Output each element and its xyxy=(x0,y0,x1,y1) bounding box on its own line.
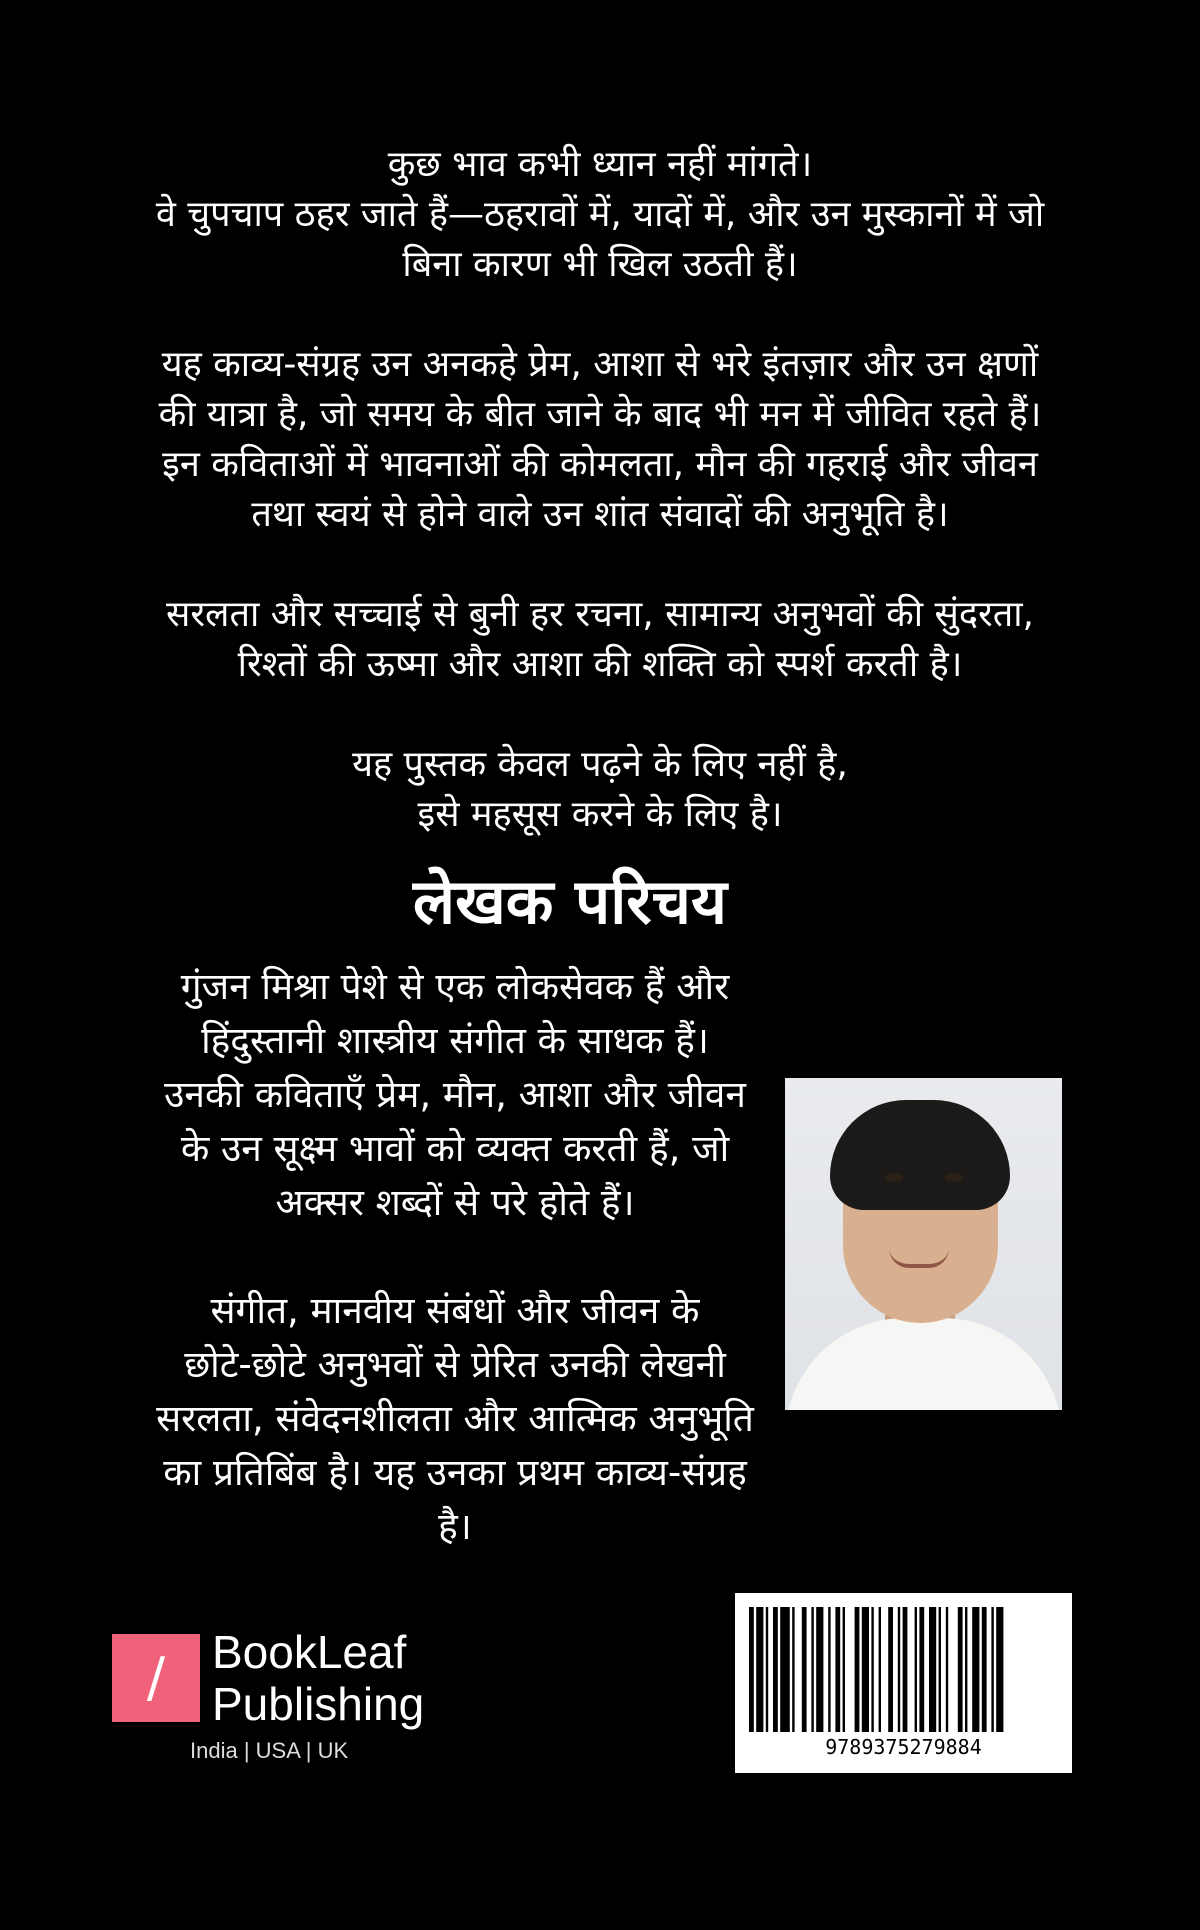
barcode-bar xyxy=(939,1607,941,1732)
back-cover-blurb xyxy=(100,140,1100,890)
bio-line: है। xyxy=(438,1505,472,1548)
blurb-line: यह पुस्तक केवल पढ़ने के लिए नहीं है, xyxy=(352,744,848,785)
barcode-bar xyxy=(929,1607,936,1732)
barcode-bar xyxy=(972,1607,979,1732)
isbn-number: 9789375279884 xyxy=(825,1735,982,1759)
barcode-bar xyxy=(903,1607,908,1732)
barcode-bar xyxy=(996,1607,1003,1732)
barcode-bar xyxy=(828,1607,830,1732)
barcode-bar xyxy=(773,1607,778,1732)
barcode-bar xyxy=(965,1607,967,1732)
blurb-line: की यात्रा है, जो समय के बीत जाने के बाद भी मन में जीवित रहते हैं। xyxy=(158,394,1042,435)
blurb-line: तथा स्वयं से होने वाले उन शांत संवादों की अनुभूति है। xyxy=(251,494,949,535)
author-bio xyxy=(110,960,800,1608)
photo-shirt xyxy=(785,1318,1062,1410)
publisher-name-line: Publishing xyxy=(212,1678,425,1730)
barcode-bar xyxy=(756,1607,763,1732)
barcode-bar xyxy=(855,1607,860,1732)
logo-slash: / xyxy=(146,1646,166,1709)
blurb-line: बिना कारण भी खिल उठती हैं। xyxy=(402,244,798,285)
barcode-bar xyxy=(888,1607,893,1732)
barcode-bar xyxy=(802,1607,807,1732)
bio-line: गुंजन मिश्रा पेशे से एक लोकसेवक हैं और xyxy=(180,965,730,1008)
blurb-line: वे चुपचाप ठहर जाते हैं—ठहरावों में, यादों में, और उन मुस्कानों में जो xyxy=(155,194,1045,235)
publisher-name-line: BookLeaf xyxy=(212,1626,407,1678)
photo-eye xyxy=(885,1173,903,1182)
bio-line: अक्सर शब्दों से परे होते हैं। xyxy=(275,1181,635,1224)
bio-line: हिंदुस्तानी शास्त्रीय संगीत के साधक हैं। xyxy=(201,1019,709,1062)
bio-line: सरलता, संवेदनशीलता और आत्मिक अनुभूति xyxy=(156,1397,754,1440)
publisher-name xyxy=(212,1626,424,1730)
barcode-bar xyxy=(915,1607,917,1732)
barcode-bar xyxy=(766,1607,768,1732)
bio-line: संगीत, मानवीय संबंधों और जीवन के xyxy=(210,1289,700,1332)
publisher-regions: India | USA | UK xyxy=(190,1738,349,1763)
barcode-bar xyxy=(898,1607,900,1732)
barcode-bar xyxy=(749,1607,754,1732)
photo-eye xyxy=(945,1173,963,1182)
author-intro-heading: लेखक परिचय xyxy=(413,865,727,938)
bio-line: का प्रतिबिंब है। यह उनका प्रथम काव्य-संग्रह xyxy=(163,1451,747,1494)
bio-paragraph-2 xyxy=(110,1284,800,1554)
barcode-bar xyxy=(879,1607,881,1732)
barcode-bar xyxy=(811,1607,813,1732)
barcode-bar xyxy=(843,1607,845,1732)
blurb-line: यह काव्य-संग्रह उन अनकहे प्रेम, आशा से भरे इंतज़ार और उन क्षणों xyxy=(161,344,1039,385)
blurb-line: सरलता और सच्चाई से बुनी हर रचना, सामान्य अनुभवों की सुंदरता, xyxy=(165,594,1034,635)
blurb-line: कुछ भाव कभी ध्यान नहीं मांगते। xyxy=(387,144,813,185)
barcode-bar xyxy=(780,1607,790,1732)
blurb-line: रिश्तों की ऊष्मा और आशा की शक्ति को स्पर्श करती है। xyxy=(237,644,963,685)
bio-line: उनकी कविताएँ प्रेम, मौन, आशा और जीवन xyxy=(164,1073,746,1116)
barcode-bar xyxy=(919,1607,924,1732)
barcode-bar xyxy=(816,1607,823,1732)
blurb-line: इन कविताओं में भावनाओं की कोमलता, मौन की गहराई और जीवन xyxy=(162,444,1038,485)
photo-hair xyxy=(830,1100,1010,1210)
barcode-bars xyxy=(749,1607,1058,1732)
barcode-bar xyxy=(982,1607,987,1732)
blurb-paragraph-1 xyxy=(100,140,1100,290)
barcode-bar xyxy=(835,1607,840,1732)
barcode-bar xyxy=(792,1607,794,1732)
barcode-bar xyxy=(946,1607,948,1732)
blurb-line: इसे महसूस करने के लिए है। xyxy=(417,794,783,835)
barcode-bar xyxy=(991,1607,993,1732)
bio-line: के उन सूक्ष्म भावों को व्यक्त करती हैं, जो xyxy=(180,1127,730,1170)
isbn-barcode xyxy=(735,1593,1072,1773)
publisher-logo-icon xyxy=(112,1634,200,1722)
blurb-paragraph-4 xyxy=(100,740,1100,840)
barcode-bar xyxy=(958,1607,963,1732)
barcode-bar xyxy=(871,1607,873,1732)
blurb-paragraph-3 xyxy=(100,590,1100,690)
author-photo xyxy=(785,1078,1062,1410)
bio-paragraph-1 xyxy=(110,960,800,1230)
blurb-paragraph-2 xyxy=(100,340,1100,540)
barcode-bar xyxy=(862,1607,869,1732)
bio-line: छोटे-छोटे अनुभवों से प्रेरित उनकी लेखनी xyxy=(184,1343,726,1386)
